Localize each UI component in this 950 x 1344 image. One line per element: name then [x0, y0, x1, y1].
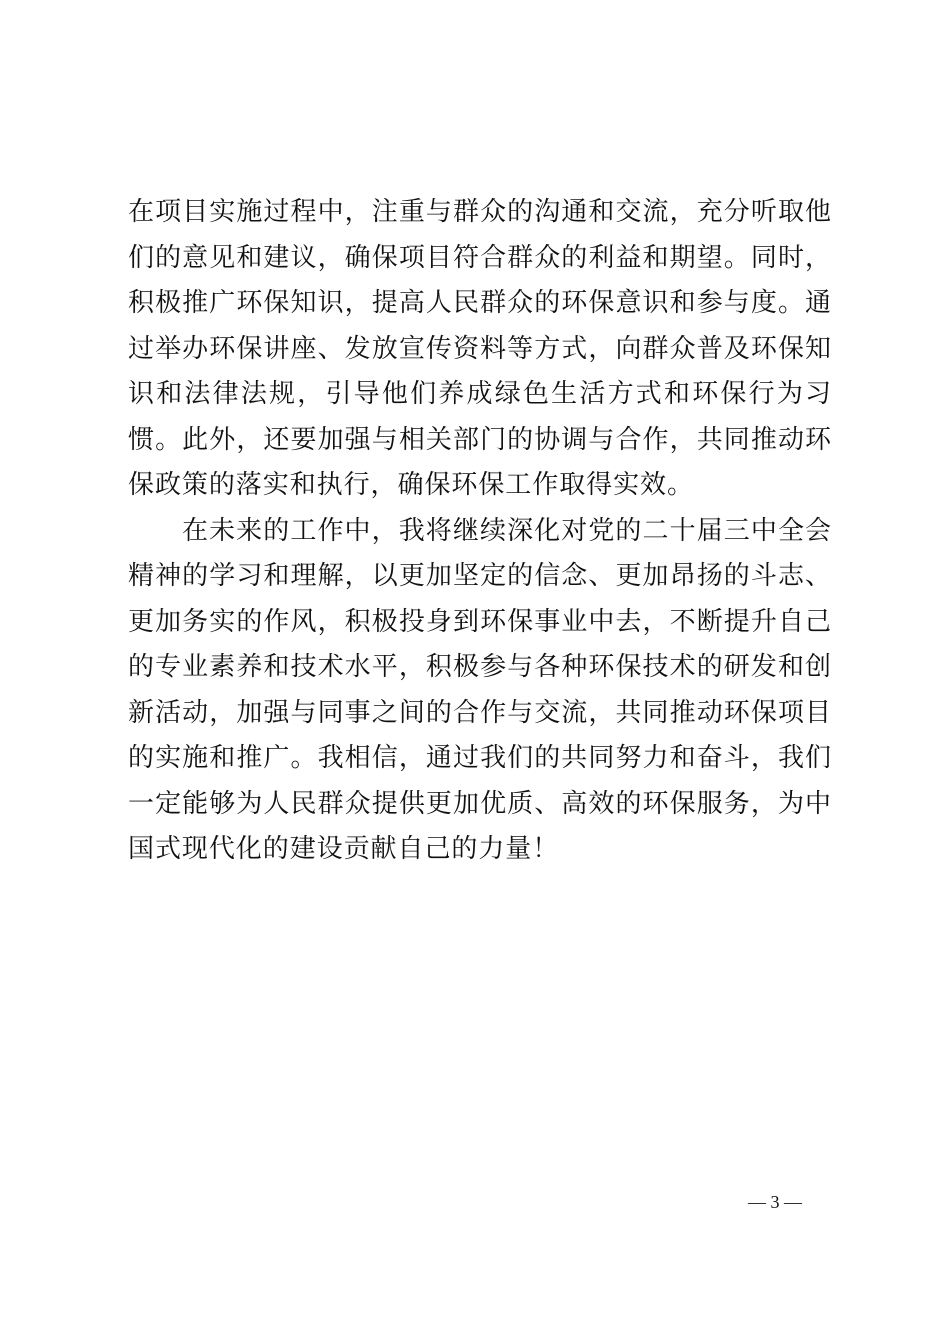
page-number: — 3 —	[748, 1192, 802, 1212]
paragraph: 在项目实施过程中，注重与群众的沟通和交流，充分听取他们的意见和建议，确保项目符合群众的利益和期望。同时，积极推广环保知识，提高人民群众的环保意识和参与度。通过举办环保讲座、发放宣传资料等方式，向群众普及环保知识和法律法规，引导他们养成绿色生活方式和环保行为习惯。此外，还要加强与相关部门的协调与合作，共同推动环保政策的落实和执行，确保环保工作取得实效。	[128, 197, 832, 500]
document-body	[128, 190, 832, 873]
paragraph: 在未来的工作中，我将继续深化对党的二十届三中全会精神的学习和理解，以更加坚定的信念、更加昂扬的斗志、更加务实的作风，积极投身到环保事业中去，不断提升自己的专业素养和技术水平，积极参与各种环保技术的研发和创新活动，加强与同事之间的合作与交流，共同推动环保项目的实施和推广。我相信，通过我们的共同努力和奋斗，我们一定能够为人民群众提供更加优质、高效的环保服务，为中国式现代化的建设贡献自己的力量！	[128, 515, 832, 864]
